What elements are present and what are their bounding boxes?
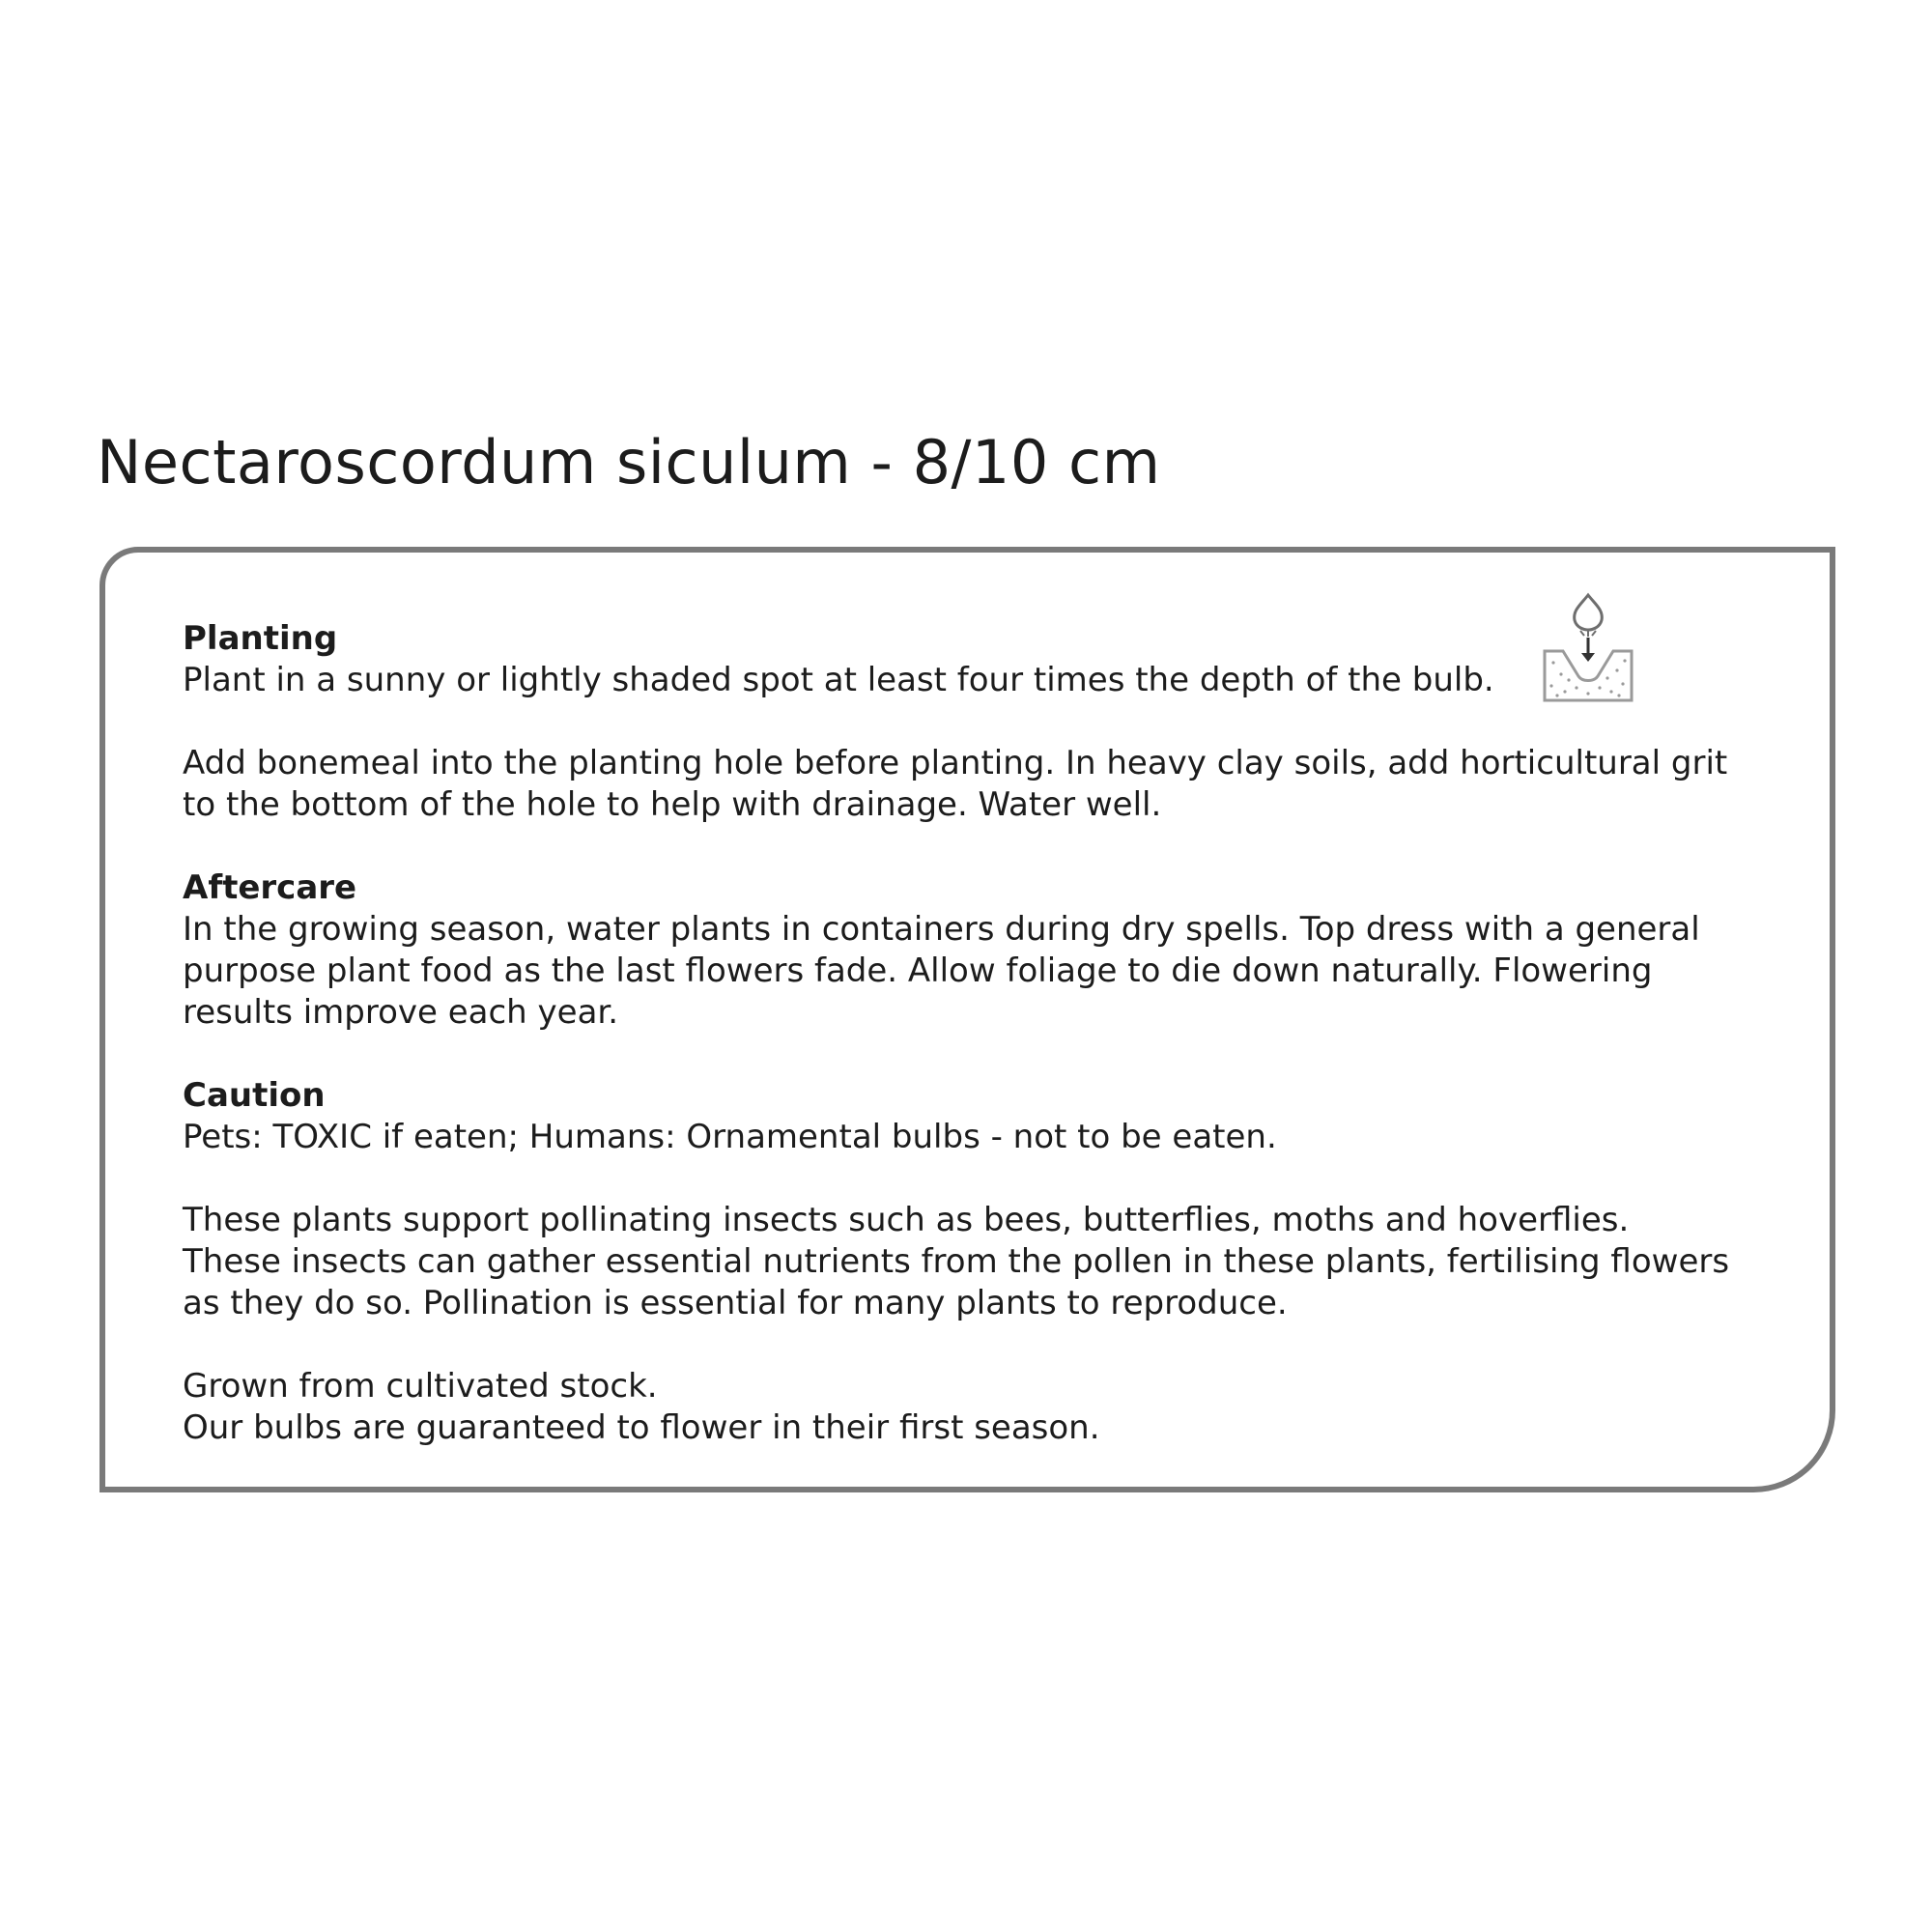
planting-details-line-1: Add bonemeal into the planting hole before planting. In heavy clay soils, add horticultural grit [183,744,1728,782]
footer-section [183,1366,1767,1449]
caution-text: Pets: TOXIC if eaten; Humans: Ornamental bulbs - not to be eaten. [183,1118,1277,1156]
planting-details [183,743,1767,826]
bulb-planting-depth-icon [1542,591,1634,703]
aftercare-line-3: results improve each year. [183,993,619,1032]
footer-line-1: Grown from cultivated stock. [183,1367,658,1406]
planting-details-line-2: to the bottom of the hole to help with drainage. Water well. [183,785,1162,824]
footer-line-2: Our bulbs are guaranteed to flower in their first season. [183,1408,1100,1447]
pollinators-line-1: These plants support pollinating insects such as bees, butterflies, moths and hoverflies. [183,1201,1630,1239]
planting-section [183,618,1767,701]
planting-heading: Planting [183,619,338,658]
planting-text: Plant in a sunny or lightly shaded spot at least four times the depth of the bulb. [183,661,1494,699]
page-title: Nectaroscordum siculum - 8/10 cm [97,427,1161,497]
aftercare-section [183,867,1767,1034]
pollinators-line-3: as they do so. Pollination is essential for many plants to reproduce. [183,1284,1288,1322]
pollinators-section [183,1200,1767,1324]
caution-heading: Caution [183,1076,326,1115]
aftercare-line-1: In the growing season, water plants in containers during dry spells. Top dress with a general [183,910,1700,949]
aftercare-line-2: purpose plant food as the last flowers fade. Allow foliage to die down naturally. Flowering [183,952,1653,990]
pollinators-line-2: These insects can gather essential nutrients from the pollen in these plants, fertilising flowers [183,1242,1730,1281]
aftercare-heading: Aftercare [183,868,357,907]
caution-section [183,1075,1767,1158]
instructions-content [183,618,1767,1449]
